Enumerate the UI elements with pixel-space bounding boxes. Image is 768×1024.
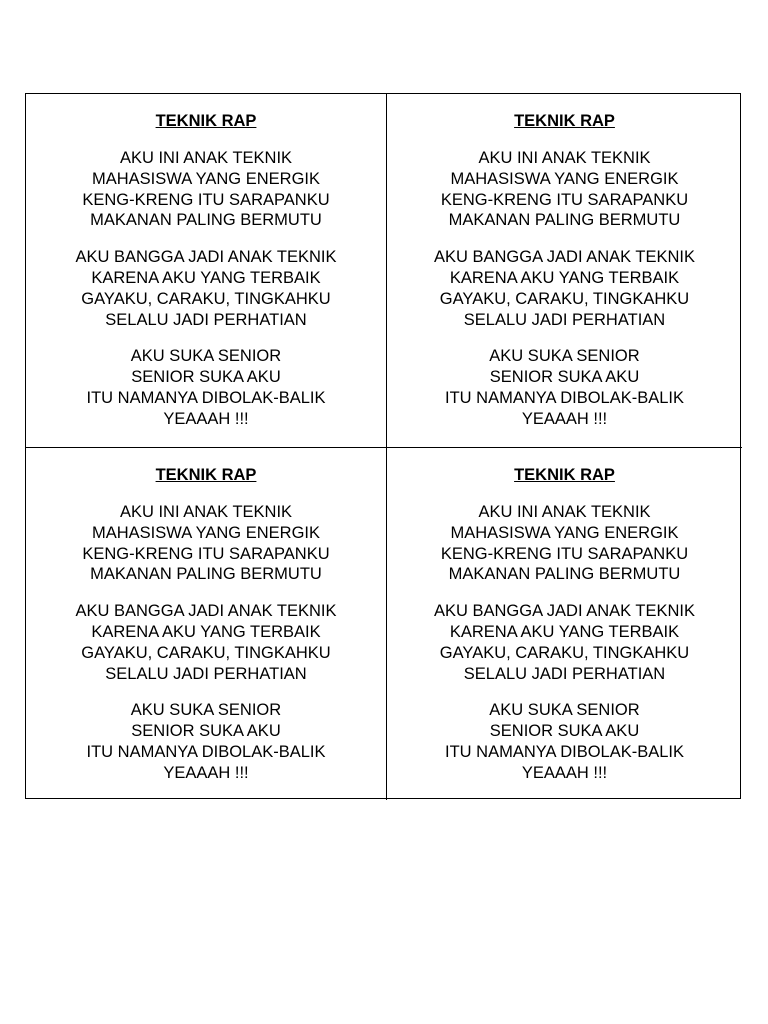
stanza-2 — [387, 247, 742, 330]
lyric-line: GAYAKU, CARAKU, TINGKAHKU — [81, 643, 331, 662]
lyric-line: SENIOR SUKA AKU — [131, 722, 281, 741]
lyric-line: AKU SUKA SENIOR — [130, 701, 282, 720]
lyric-line: ITU NAMANYA DIBOLAK-BALIK — [444, 742, 684, 761]
stanza-3 — [387, 700, 742, 783]
lyric-line: KENG-KRENG ITU SARAPANKU — [440, 190, 689, 209]
lyric-line: KARENA AKU YANG TERBAIK — [91, 268, 321, 287]
lyric-line: GAYAKU, CARAKU, TINGKAHKU — [439, 289, 690, 308]
lyric-line: MAHASISWA YANG ENERGIK — [450, 169, 679, 188]
lyric-line: YEAAAH !!! — [163, 763, 249, 782]
lyric-line: MAKANAN PALING BERMUTU — [448, 211, 681, 230]
stanza-3 — [387, 346, 742, 429]
lyrics-card — [26, 94, 387, 448]
lyric-line: MAKANAN PALING BERMUTU — [90, 565, 322, 584]
card-title: TEKNIK RAP — [514, 466, 615, 484]
lyric-line: ITU NAMANYA DIBOLAK-BALIK — [444, 388, 684, 407]
lyric-line: AKU INI ANAK TEKNIK — [478, 503, 651, 521]
lyric-line: SELALU JADI PERHATIAN — [463, 310, 666, 329]
lyric-line: AKU BANGGA JADI ANAK TEKNIK — [433, 248, 696, 267]
lyrics-card — [387, 448, 742, 800]
lyric-line: YEAAAH !!! — [163, 409, 249, 428]
lyric-line: SENIOR SUKA AKU — [131, 368, 281, 387]
lyric-line: MAHASISWA YANG ENERGIK — [92, 523, 320, 542]
lyric-line: MAKANAN PALING BERMUTU — [448, 565, 681, 584]
stanza-2 — [387, 601, 742, 684]
card-title: TEKNIK RAP — [514, 112, 615, 130]
stanza-3 — [26, 346, 386, 429]
stanza-1 — [26, 502, 386, 585]
lyric-line: SENIOR SUKA AKU — [489, 722, 640, 741]
lyric-line: KENG-KRENG ITU SARAPANKU — [82, 544, 330, 563]
lyric-line: ITU NAMANYA DIBOLAK-BALIK — [86, 388, 326, 407]
lyrics-card-grid — [25, 93, 741, 799]
card-title: TEKNIK RAP — [155, 466, 257, 484]
lyric-line: MAKANAN PALING BERMUTU — [90, 211, 322, 230]
lyric-line: KENG-KRENG ITU SARAPANKU — [440, 544, 689, 563]
lyric-line: ITU NAMANYA DIBOLAK-BALIK — [86, 742, 326, 761]
stanza-1 — [387, 148, 742, 231]
lyric-line: AKU INI ANAK TEKNIK — [119, 149, 293, 167]
lyric-line: AKU BANGGA JADI ANAK TEKNIK — [433, 602, 696, 621]
lyric-line: AKU SUKA SENIOR — [489, 347, 640, 366]
stanza-2 — [26, 601, 386, 684]
lyric-line: SELALU JADI PERHATIAN — [105, 664, 307, 683]
lyric-line: AKU SUKA SENIOR — [130, 347, 282, 366]
lyric-line: AKU INI ANAK TEKNIK — [478, 149, 651, 167]
lyric-line: GAYAKU, CARAKU, TINGKAHKU — [439, 643, 690, 662]
lyrics-card — [387, 94, 742, 448]
lyric-line: AKU BANGGA JADI ANAK TEKNIK — [75, 248, 337, 267]
lyric-line: KENG-KRENG ITU SARAPANKU — [82, 190, 330, 209]
lyric-line: MAHASISWA YANG ENERGIK — [450, 523, 679, 542]
lyrics-card — [26, 448, 387, 800]
stanza-3 — [26, 700, 386, 783]
lyric-line: KARENA AKU YANG TERBAIK — [91, 622, 321, 641]
lyric-line: AKU SUKA SENIOR — [489, 701, 640, 720]
lyric-line: SELALU JADI PERHATIAN — [105, 310, 307, 329]
stanza-1 — [387, 502, 742, 585]
lyric-line: KARENA AKU YANG TERBAIK — [449, 622, 680, 641]
stanza-1 — [26, 148, 386, 231]
stanza-2 — [26, 247, 386, 330]
lyric-line: YEAAAH !!! — [521, 409, 608, 428]
lyric-line: SELALU JADI PERHATIAN — [463, 664, 666, 683]
lyric-line: AKU INI ANAK TEKNIK — [119, 503, 293, 521]
lyric-line: AKU BANGGA JADI ANAK TEKNIK — [75, 602, 337, 621]
lyric-line: GAYAKU, CARAKU, TINGKAHKU — [81, 289, 331, 308]
card-title: TEKNIK RAP — [155, 112, 257, 130]
lyric-line: MAHASISWA YANG ENERGIK — [92, 169, 320, 188]
lyric-line: YEAAAH !!! — [521, 763, 608, 782]
lyric-line: KARENA AKU YANG TERBAIK — [449, 268, 680, 287]
lyric-line: SENIOR SUKA AKU — [489, 368, 640, 387]
